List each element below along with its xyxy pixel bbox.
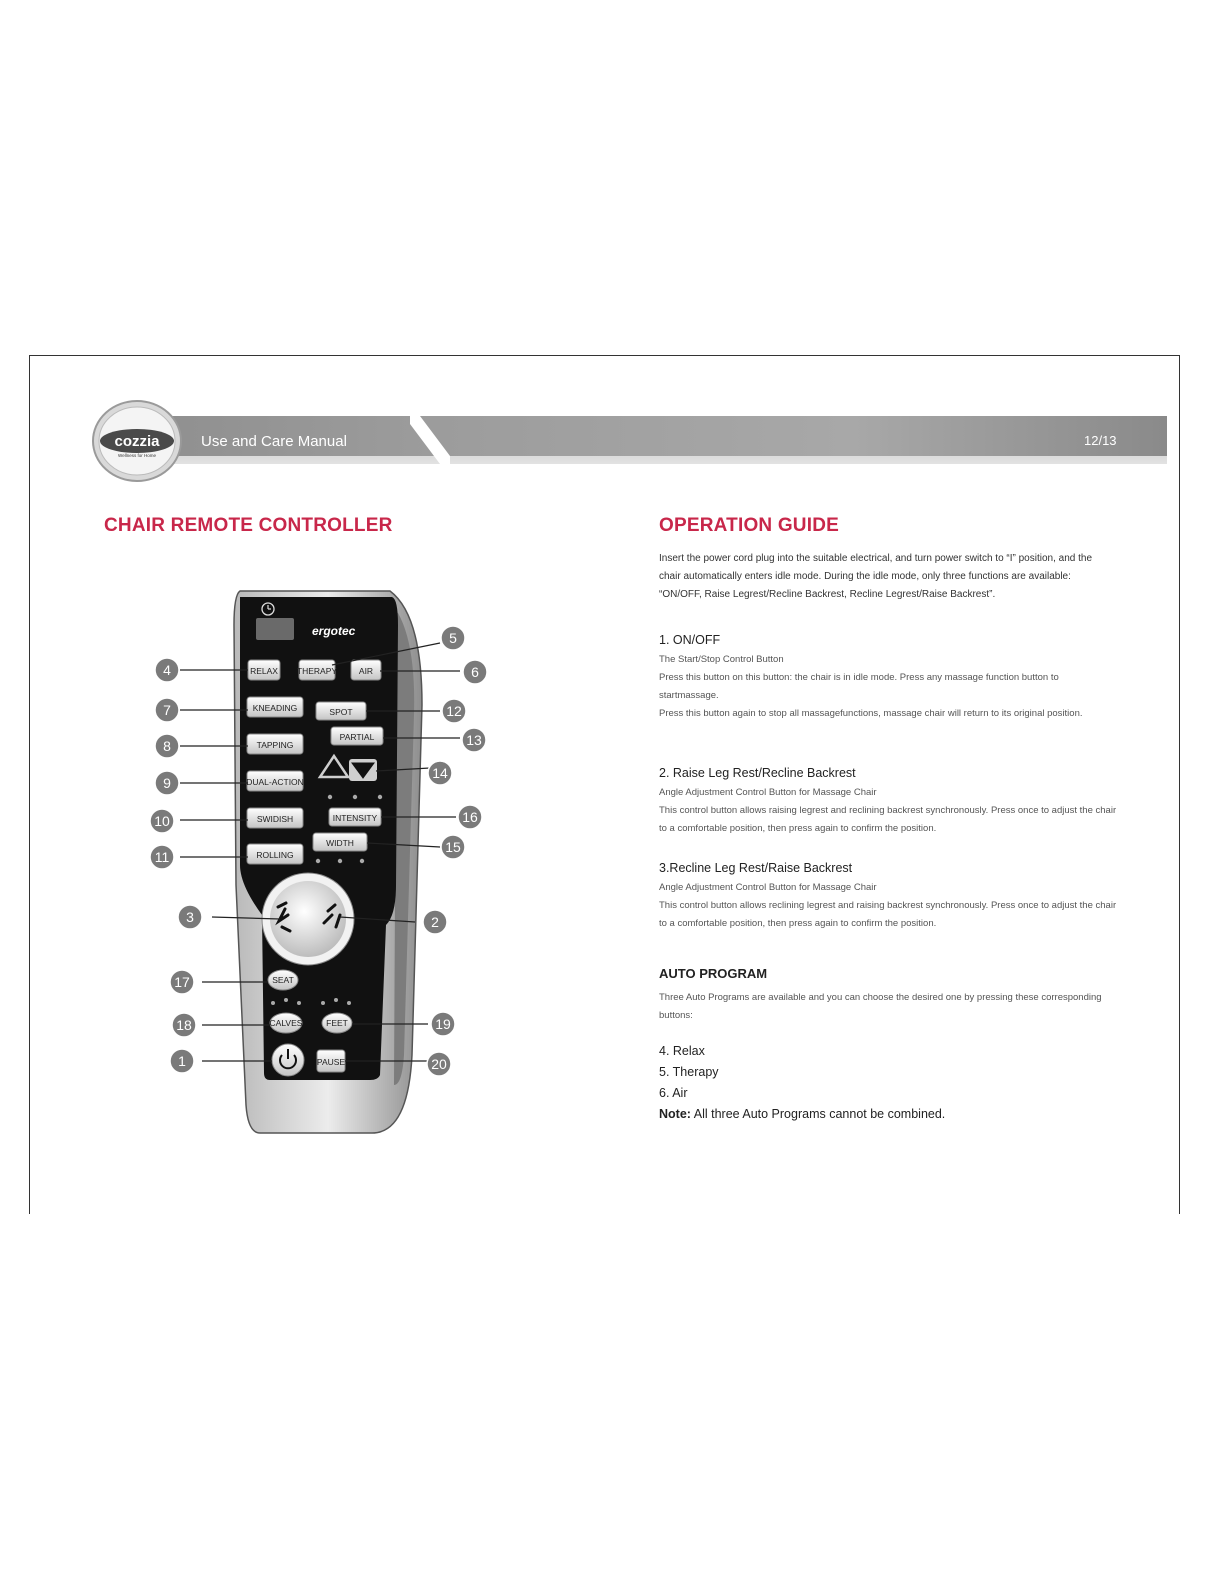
indicator-dot [360,859,364,863]
callout-number: 18 [176,1017,192,1033]
callout-number: 11 [154,849,170,865]
seat-button[interactable] [268,970,298,990]
indicator-dot [297,1001,301,1005]
section-raise-leg-rest [659,766,1119,838]
callout-number: 12 [446,703,462,719]
rolling-button[interactable] [247,844,303,864]
recline-down-button[interactable] [349,759,377,781]
intensity-button[interactable] [329,808,381,826]
header-title: Use and Care Manual [201,433,347,450]
indicator-dot [353,795,357,799]
partial-label: PARTIAL [339,732,375,742]
remote-diagram [140,585,500,1145]
operation-guide-title: OPERATION GUIDE [659,515,839,536]
section-line: Angle Adjustment Control Button for Massage Chair [659,882,877,893]
callout-number: 9 [163,775,171,791]
power-button[interactable] [272,1044,304,1076]
program-item: 4. Relax [659,1044,705,1058]
callout-number: 17 [174,974,190,990]
cozzia-logo [90,398,184,484]
logo-wordmark: cozzia [114,433,160,450]
note-text: All three Auto Programs cannot be combined. [690,1107,946,1121]
calves-button[interactable] [270,1013,303,1033]
callout-number: 14 [432,765,448,781]
section-line: Press this button on this button: the chair is in idle mode. Press any massage function button to startmassage. [659,672,1059,701]
callout-number: 5 [449,630,457,646]
indicator-dot [334,998,338,1002]
relax-button[interactable] [248,660,280,680]
indicator-dot [378,795,382,799]
feet-label: FEET [326,1018,348,1028]
callout-number: 1 [178,1053,186,1069]
section-line: Press this button again to stop all massagefunctions, massage chair will return to its original position. [659,708,1083,719]
indicator-dot [271,1001,275,1005]
indicator-dot [347,1001,351,1005]
indicator-dot [284,998,288,1002]
callout-number: 8 [163,738,171,754]
intro-paragraph: Insert the power cord plug into the suitable electrical, and turn power switch to “I” position, and the chair automatically enters idle mode. During the idle mode, only three functions are available: “ON/OFF, Raise Legrest/Recline Backrest, Recline Legrest/Raise Backrest”. [659,553,1093,600]
callout-number: 3 [186,909,194,925]
section-line: This control button allows raising legrest and reclining backrest synchronously. Press once to adjust the chair to a comfortable position, then press again to confirm the position. [659,805,1117,834]
indicator-dot [321,1001,325,1005]
rolling-label: ROLLING [256,850,294,860]
callout-number: 20 [431,1056,447,1072]
section-line: This control button allows reclining legrest and raising backrest synchronously. Press once to adjust the chair to a comfortable position, then press again to confirm the position. [659,900,1117,929]
dual-action-label: DUAL-ACTION [246,777,304,787]
callout-number: 2 [431,914,439,930]
section-line: Angle Adjustment Control Button for Massage Chair [659,787,877,798]
section-auto-program [659,966,1119,1025]
partial-button[interactable] [331,727,383,745]
program-item: 5. Therapy [659,1065,719,1079]
section-title: AUTO PROGRAM [659,966,768,981]
width-label: WIDTH [326,838,354,848]
feet-button[interactable] [322,1013,352,1033]
calves-label: CALVES [269,1018,303,1028]
callout-number: 7 [163,702,171,718]
program-list [659,1041,945,1125]
callout-number: 19 [435,1016,451,1032]
callout-number: 15 [445,839,461,855]
note-label: Note: [659,1107,691,1121]
indicator-dot [316,859,320,863]
callout-number: 4 [163,662,171,678]
section-on-off [659,633,1119,723]
remote-section-title: CHAIR REMOTE CONTROLLER [104,515,393,536]
page-number: 12/13 [1084,433,1117,448]
air-label: AIR [358,666,374,676]
callout-number: 16 [462,809,478,825]
callout-number: 6 [471,664,479,680]
air-button[interactable] [351,660,381,680]
ergotec-logo: ergotec [312,624,356,638]
section-title: 2. Raise Leg Rest/Recline Backrest [659,766,856,780]
header-divider [410,416,450,464]
callout-number: 13 [466,732,482,748]
program-note [659,1104,945,1125]
kneading-button[interactable] [247,697,303,717]
swidish-button[interactable] [247,808,303,828]
section-line: The Start/Stop Control Button [659,654,784,665]
section-recline-leg-rest [659,861,1119,933]
lcd-display [256,618,294,640]
seat-label: SEAT [272,975,294,985]
pause-button[interactable] [317,1050,346,1072]
intensity-label: INTENSITY [332,813,378,823]
indicator-dot [328,795,332,799]
section-title: 3.Recline Leg Rest/Raise Backrest [659,861,853,875]
section-title: 1. ON/OFF [659,633,721,647]
program-item: 6. Air [659,1086,688,1100]
relax-label: RELAX [250,666,278,676]
tapping-button[interactable] [247,734,303,754]
indicator-dot [338,859,342,863]
callout-number: 10 [154,813,170,829]
dual-action-button[interactable] [246,771,304,791]
pause-label: PAUSE [316,1057,346,1067]
spot-label: SPOT [329,707,353,717]
section-line: Three Auto Programs are available and you can choose the desired one by pressing these corresponding buttons: [659,992,1102,1021]
width-button[interactable] [313,833,367,851]
logo-tagline: Wellness for Home [118,453,156,458]
therapy-label: THERAPY [296,666,338,676]
spot-button[interactable] [316,702,366,720]
swidish-label: SWIDISH [256,814,294,824]
tapping-label: TAPPING [256,740,294,750]
therapy-button[interactable] [297,660,337,680]
remote-illustration [140,585,500,1145]
kneading-label: KNEADING [252,703,298,713]
